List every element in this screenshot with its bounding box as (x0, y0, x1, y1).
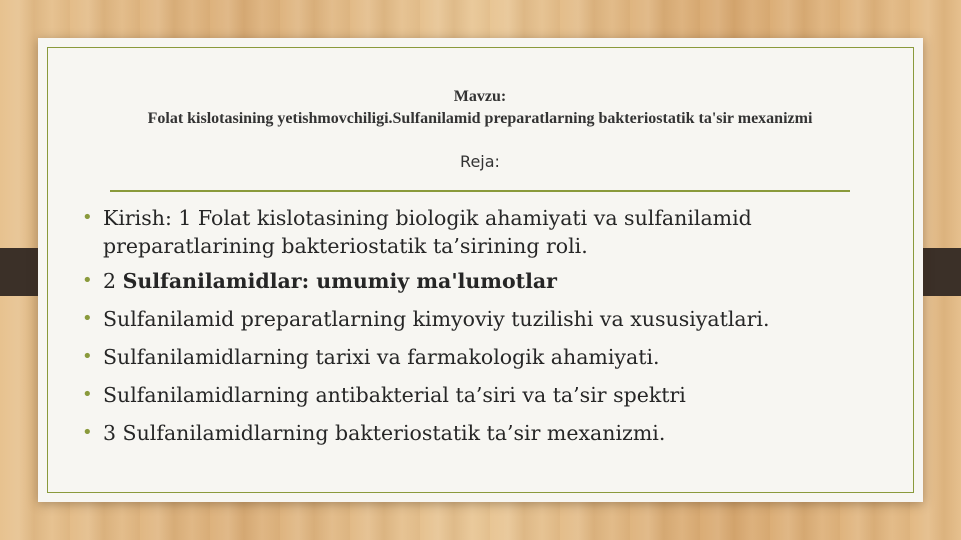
bullet-dot-icon: • (82, 384, 93, 405)
bullet-text: 3 Sulfanilamidlarning bakteriostatik ta’sir mexanizmi. (103, 421, 666, 445)
title-line-1: Mavzu: (453, 88, 507, 105)
bullet-dot-icon: • (82, 270, 93, 291)
bullet-text: Sulfanilamid preparatlarning kimyoviy tuzilishi va xususiyatlari. (103, 307, 770, 331)
bullet-dot-icon: • (82, 346, 93, 367)
bullet-text: Sulfanilamidlarning antibakterial ta’siri va ta’sir spektri (103, 383, 686, 407)
bullet-item (78, 204, 848, 260)
bullet-dot-icon: • (82, 207, 93, 228)
bullet-dot-icon: • (82, 422, 93, 443)
bullet-item (78, 305, 848, 333)
bullet-text: Sulfanilamidlarning tarixi va farmakologik ahamiyati. (103, 345, 660, 369)
title-divider (110, 190, 850, 192)
bullet-list (78, 204, 848, 457)
slide-title (100, 86, 860, 130)
bullet-text: Kirish: 1 Folat kislotasining biologik ahamiyati va sulfanilamid preparatlarining bakteriostatik ta’sirining roli. (103, 206, 752, 258)
bullet-item (78, 267, 848, 295)
title-line-2: Folat kislotasining yetishmovchiligi.Sulfanilamid preparatlarning bakteriostatik ta'sir mexanizmi (147, 110, 813, 127)
bullet-bold-text: Sulfanilamidlar: umumiy ma'lumotlar (122, 269, 557, 293)
bullet-prefix: 2 (103, 269, 123, 293)
bullet-dot-icon: • (82, 308, 93, 329)
slide-panel (38, 38, 923, 502)
slide-subtitle: Reja: (460, 152, 500, 171)
bullet-item (78, 343, 848, 371)
bullet-item (78, 419, 848, 447)
bullet-item (78, 381, 848, 409)
